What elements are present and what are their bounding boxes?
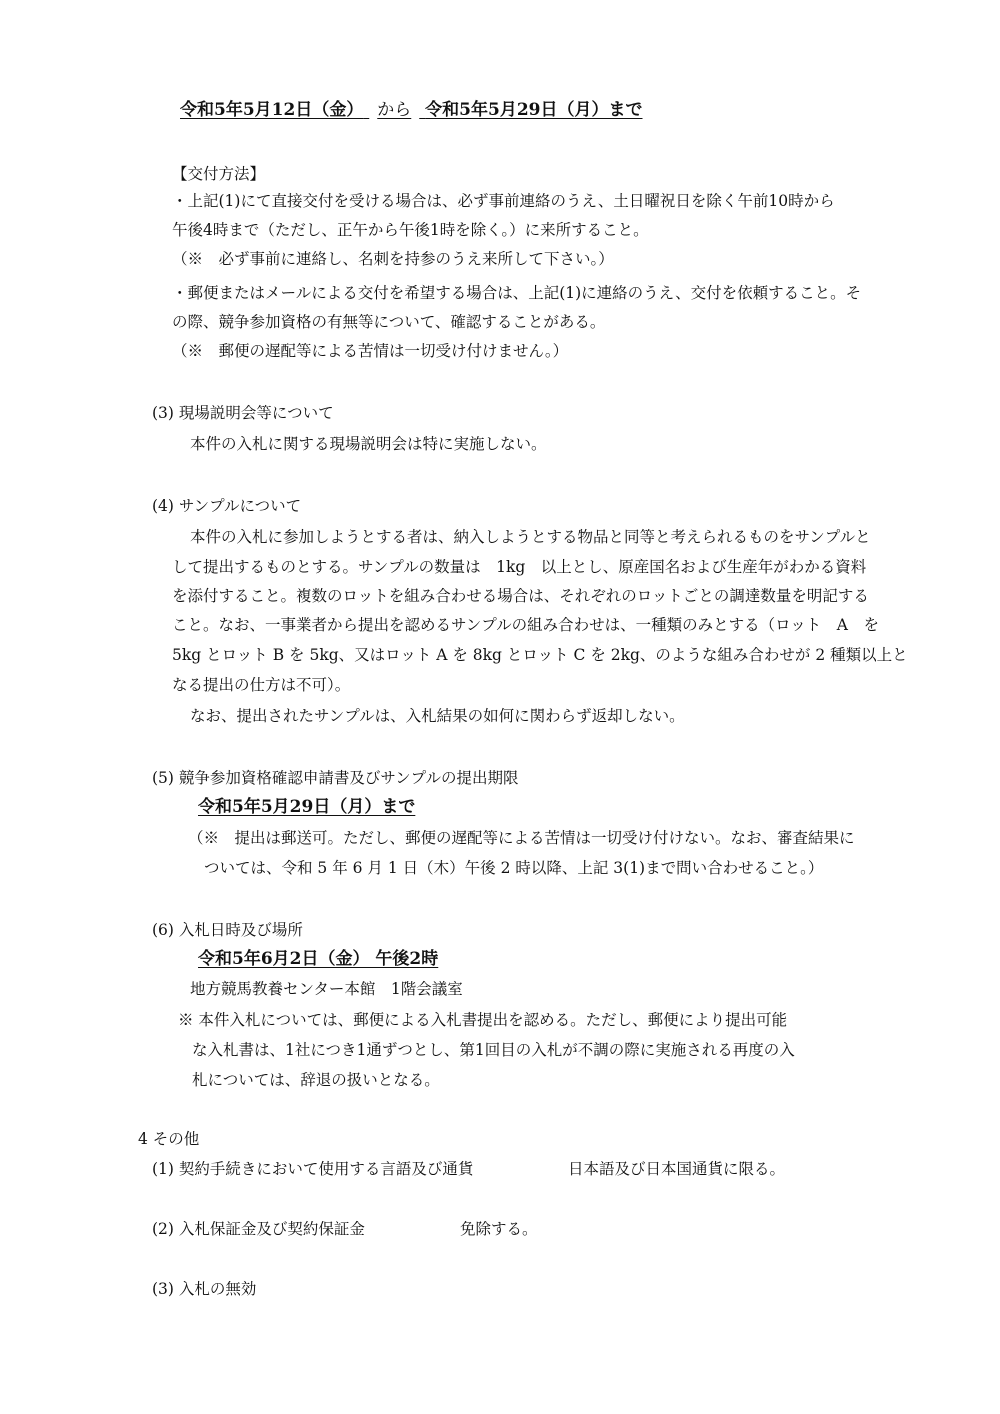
other-item-value: 日本語及び日本国通貨に限る。 (568, 1160, 786, 1178)
section4-line: して提出するものとする。サンプルの数量は 1kg 以上とし、原産国名および生産年がわかる資料 (172, 558, 867, 576)
section5-note-line: ついては、令和 5 年 6 月 1 日（木）午後 2 時以降、上記 3(1)まで問い合わせること。） (204, 859, 824, 877)
other-item-label: (1) 契約手続きにおいて使用する言語及び通貨 (152, 1160, 474, 1178)
section6-note-line: な入札書は、1社につき1通ずつとし、第1回目の入札が不調の際に実施される再度の入 (192, 1041, 795, 1059)
section5-note-line: （※ 提出は郵送可。ただし、郵便の遅配等による苦情は一切受け付けない。なお、審査結果に (188, 829, 855, 847)
other-item-value: 免除する。 (460, 1220, 538, 1238)
period-start: 令和5年5月12日（金） (180, 100, 364, 120)
section4-line: 5kg とロット B を 5kg、又はロット A を 8kg とロット C を 2kg、のような組み合わせが 2 種類以上と (172, 646, 908, 664)
section4-title: (4) サンプルについて (152, 497, 302, 515)
delivery-line: （※ 必ず事前に連絡し、名刺を持参のうえ来所して下さい。） (172, 250, 614, 268)
delivery-line: 午後4時まで（ただし、正午から午後1時を除く。）に来所すること。 (172, 221, 649, 239)
period-heading (180, 100, 643, 120)
section6-title: (6) 入札日時及び場所 (152, 921, 303, 939)
period-end: 令和5年5月29日（月）まで (425, 100, 643, 120)
delivery-line: （※ 郵便の遅配等による苦情は一切受け付けません。） (172, 342, 569, 360)
other-item-label: (3) 入札の無効 (152, 1280, 257, 1298)
other-item-label: (2) 入札保証金及び契約保証金 (152, 1220, 365, 1238)
delivery-method-heading: 【交付方法】 (172, 165, 266, 183)
section3-body: 本件の入札に関する現場説明会は特に実施しない。 (190, 435, 547, 453)
delivery-line: ・上記(1)にて直接交付を受ける場合は、必ず事前連絡のうえ、土日曜祝日を除く午前10時から (172, 192, 835, 210)
section3-title: (3) 現場説明会等について (152, 404, 334, 422)
section6-place: 地方競馬教養センター本館 1階会議室 (190, 980, 463, 998)
section4-line: こと。なお、一事業者から提出を認めるサンプルの組み合わせは、一種類のみとする（ロット A を (172, 616, 879, 634)
section6-datetime: 令和5年6月2日（金） 午後2時 (198, 949, 439, 969)
section4-line: なる提出の仕方は不可）。 (172, 676, 351, 694)
section4-line: 本件の入札に参加しようとする者は、納入しようとする物品と同等と考えられるものをサンプルと (190, 528, 871, 546)
section5-deadline: 令和5年5月29日（月）まで (198, 797, 416, 817)
other-heading: 4 その他 (138, 1130, 200, 1148)
section4-note: なお、提出されたサンプルは、入札結果の如何に関わらず返却しない。 (190, 707, 685, 725)
section4-line: を添付すること。複数のロットを組み合わせる場合は、それぞれのロットごとの調達数量を明記する (172, 587, 869, 605)
section5-title: (5) 競争参加資格確認申請書及びサンプルの提出期限 (152, 769, 519, 787)
period-connector: から (377, 100, 412, 120)
section6-note-line: 札については、辞退の扱いとなる。 (192, 1071, 440, 1089)
delivery-line: の際、競争参加資格の有無等について、確認することがある。 (172, 313, 606, 331)
delivery-line: ・郵便またはメールによる交付を希望する場合は、上記(1)に連絡のうえ、交付を依頼すること。そ (172, 284, 862, 302)
section6-note-line: ※ 本件入札については、郵便による入札書提出を認める。ただし、郵便により提出可能 (178, 1011, 788, 1029)
